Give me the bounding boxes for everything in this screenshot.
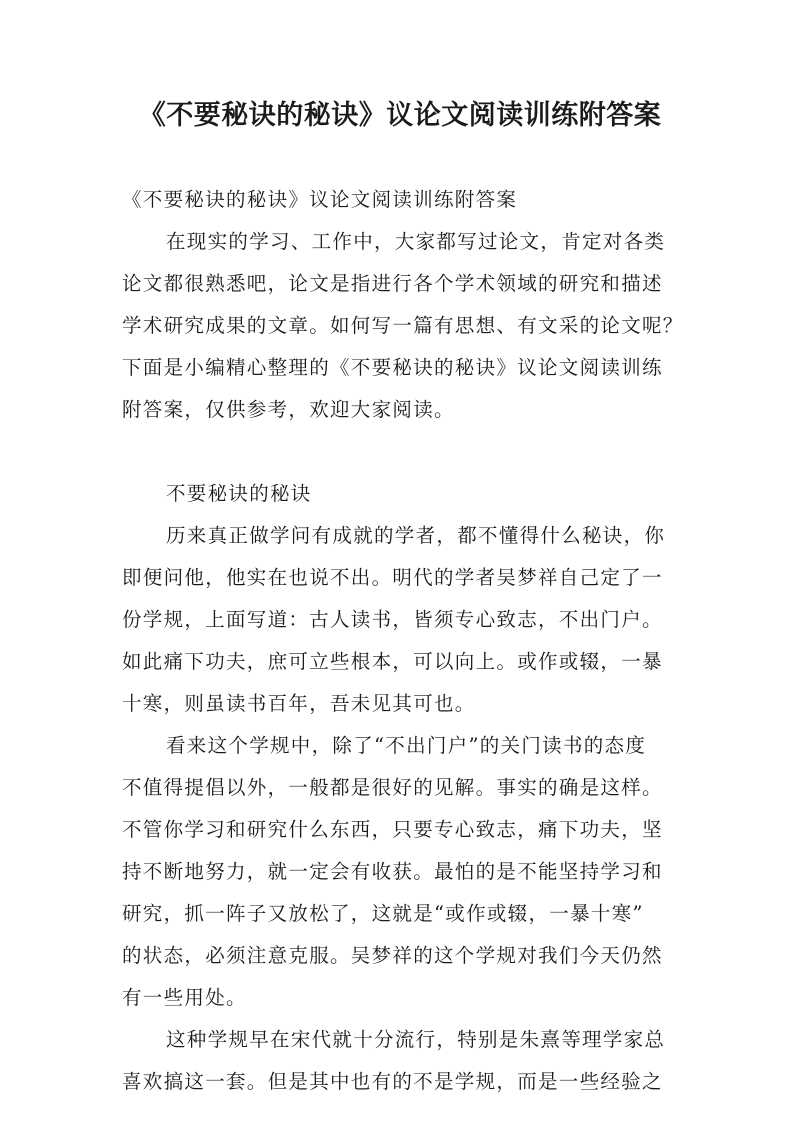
- paragraph-line: 看来这个学规中，除了“不出门户”的关门读书的态度: [166, 734, 647, 757]
- paragraph-line: 持不断地努力，就一定会有收获。最怕的是不能坚持学习和: [122, 860, 663, 883]
- paragraph-line: 有一些用处。: [122, 986, 247, 1009]
- intro-line: 学术研究成果的文章。如何写一篇有思想、有文采的论文呢？: [122, 314, 684, 337]
- paragraph-line: 十寒，则虽读书百年，吾未见其可也。: [122, 692, 476, 715]
- paragraph-line: 喜欢搞这一套。但是其中也有的不是学规，而是一些经验之: [122, 1070, 663, 1093]
- intro-line: 论文都很熟悉吧，论文是指进行各个学术领域的研究和描述: [122, 272, 663, 295]
- paragraph-line: 研究，抓一阵子又放松了，这就是“或作或辍，一暴十寒”: [122, 902, 644, 925]
- paragraph-line: 历来真正做学问有成就的学者，都不懂得什么秘诀，你: [166, 524, 666, 547]
- paragraph-line: 份学规，上面写道：古人读书，皆须专心致志，不出门户。: [122, 608, 663, 631]
- paragraph-line: 的状态，必须注意克服。吴梦祥的这个学规对我们今天仍然: [122, 944, 663, 967]
- paragraph-line: 不管你学习和研究什么东西，只要专心致志，痛下功夫，坚: [122, 818, 663, 841]
- intro-line: 附答案，仅供参考，欢迎大家阅读。: [122, 398, 455, 421]
- paragraph-line: 不值得提倡以外，一般都是很好的见解。事实的确是这样。: [122, 776, 663, 799]
- intro-line: 下面是小编精心整理的《不要秘诀的秘诀》议论文阅读训练: [122, 356, 663, 379]
- intro-line: 在现实的学习、工作中，大家都写过论文，肯定对各类: [166, 230, 666, 253]
- paragraph-line: 这种学规早在宋代就十分流行，特别是朱熹等理学家总: [166, 1028, 666, 1051]
- document-subtitle: 《不要秘诀的秘诀》议论文阅读训练附答案: [122, 188, 518, 211]
- document-title: 《不要秘诀的秘诀》议论文阅读训练附答案: [138, 100, 662, 131]
- paragraph-line: 如此痛下功夫，庶可立些根本，可以向上。或作或辍，一暴: [122, 650, 663, 673]
- paragraph-line: 即便问他，他实在也说不出。明代的学者吴梦祥自己定了一: [122, 566, 663, 589]
- section-heading: 不要秘诀的秘诀: [166, 482, 312, 505]
